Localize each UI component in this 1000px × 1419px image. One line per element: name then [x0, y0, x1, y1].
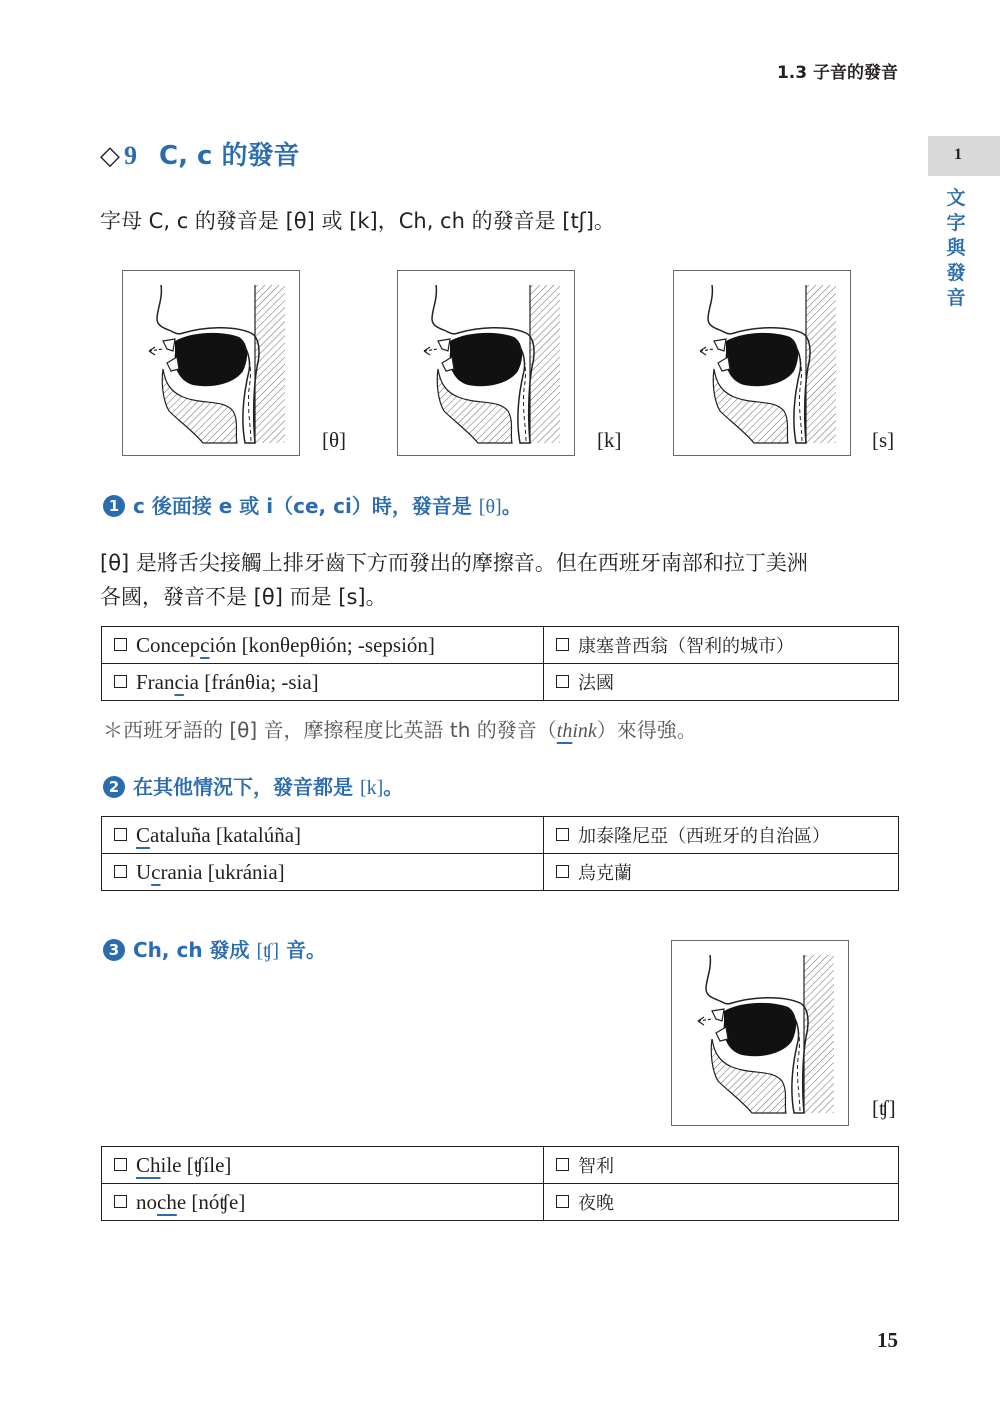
rule-2-heading [103, 771, 403, 800]
rule-2-text: 在其他情況下，發音都是 [133, 775, 360, 799]
checkbox-icon [114, 675, 127, 688]
word-part: ia [fránθia; -sia] [183, 669, 319, 694]
note [103, 714, 697, 743]
word-part: Concep [136, 632, 201, 657]
figure-label-s: [s] [872, 428, 895, 452]
translation-text: 加泰隆尼亞（西班牙的自治區） [578, 826, 830, 847]
note-text: ＊西班牙語的 [θ] 音，摩擦程度比英語 th 的發音（ [103, 718, 557, 742]
translation-text: 智利 [578, 1156, 614, 1177]
rule-3-heading [103, 934, 326, 963]
checkbox-icon [114, 828, 127, 841]
table-row [102, 664, 899, 701]
mouth-cross-section-s-icon [673, 270, 851, 456]
checkbox-icon [114, 638, 127, 651]
highlighted-letter: Ch [136, 1152, 161, 1177]
translation-text: 康塞普西翁（智利的城市） [578, 636, 794, 657]
note-end: ）來得強。 [596, 718, 697, 742]
table-row [102, 817, 899, 854]
checkbox-icon [556, 638, 569, 651]
translation-cell [544, 817, 899, 854]
checkbox-icon [114, 865, 127, 878]
rule-number-badge: 2 [103, 776, 125, 798]
table-row [102, 627, 899, 664]
word-part: e [nóʧe] [176, 1189, 246, 1214]
rule-number-badge: 3 [103, 939, 125, 961]
chapter-tab-number: 1 [954, 146, 962, 163]
rule-number-badge: 1 [103, 495, 125, 517]
figure-label-ch: [ʧ] [872, 1096, 896, 1120]
checkbox-icon [556, 865, 569, 878]
section-number: 9 [124, 141, 137, 170]
rule-1-text: c 後面接 e 或 i（ce, ci）時，發音是 [133, 494, 479, 518]
spanish-word-cell [102, 627, 544, 664]
spanish-word-cell [102, 1184, 544, 1221]
rule-1-ipa: [θ] [478, 496, 502, 518]
word-part: rania [ukránia] [160, 859, 285, 884]
checkbox-icon [556, 1195, 569, 1208]
word-part: ión [konθepθión; -sepsión] [209, 632, 435, 657]
rule-3-text: Ch, ch 發成 [133, 938, 257, 962]
page-number: 15 [877, 1328, 898, 1352]
rule-1-heading [103, 490, 522, 519]
checkbox-icon [114, 1158, 127, 1171]
table-row [102, 854, 899, 891]
translation-text: 夜晚 [578, 1193, 614, 1214]
intro-paragraph: 字母 C, c 的發音是 [θ] 或 [k]，Ch, ch 的發音是 [tʃ]。 [100, 209, 615, 233]
highlighted-letter: ch [157, 1189, 177, 1214]
rule-1-body-line-1: [θ] 是將舌尖接觸上排牙齒下方而發出的摩擦音。但在西班牙南部和拉丁美洲 [100, 551, 808, 575]
figure-label-theta: [θ] [322, 428, 347, 452]
spanish-word-cell [102, 1147, 544, 1184]
translation-text: 法國 [578, 673, 614, 694]
word-part: U [136, 859, 152, 884]
word-part: Fran [136, 669, 175, 694]
spanish-word-cell [102, 817, 544, 854]
mouth-cross-section-theta-icon [122, 270, 300, 456]
highlighted-letter: c [151, 859, 161, 884]
checkbox-icon [556, 675, 569, 688]
section-title-text: C, c 的發音 [159, 141, 300, 171]
highlighted-letter: C [136, 822, 151, 847]
running-head: 1.3 子音的發音 [776, 63, 898, 83]
rule-2-end: 。 [383, 775, 404, 799]
checkbox-icon [556, 828, 569, 841]
rule-3-end: 音。 [279, 938, 326, 962]
spanish-word-cell [102, 854, 544, 891]
translation-cell [544, 627, 899, 664]
section-title [100, 135, 299, 172]
chapter-tab-label: 文字與發音 [946, 187, 966, 309]
mouth-cross-section-k-icon [397, 270, 575, 456]
highlighted-letter: c [200, 632, 210, 657]
word-table-2 [101, 816, 899, 891]
checkbox-icon [556, 1158, 569, 1171]
rule-2-ipa: [k] [359, 777, 384, 799]
figure-label-k: [k] [597, 428, 622, 452]
highlighted-letter: c [174, 669, 184, 694]
diamond-icon: ◇ [100, 141, 120, 171]
translation-cell [544, 664, 899, 701]
translation-cell [544, 854, 899, 891]
translation-text: 烏克蘭 [578, 863, 632, 884]
translation-cell [544, 1184, 899, 1221]
word-part: ataluña [katalúña] [150, 822, 302, 847]
rule-3-ipa: [ʧ] [256, 940, 280, 962]
word-table-3 [101, 1146, 899, 1221]
spanish-word-cell [102, 664, 544, 701]
word-part: ile [ʧíle] [160, 1152, 232, 1177]
word-table-1 [101, 626, 899, 701]
note-italic: ink [572, 720, 597, 742]
table-row [102, 1147, 899, 1184]
word-part: no [136, 1189, 157, 1214]
table-row [102, 1184, 899, 1221]
rule-1-body-line-2: 各國，發音不是 [θ] 而是 [s]。 [100, 585, 387, 609]
translation-cell [544, 1147, 899, 1184]
mouth-cross-section-ch-icon [671, 940, 849, 1126]
rule-1-end: 。 [501, 494, 522, 518]
note-underlined: th [556, 720, 573, 742]
checkbox-icon [114, 1195, 127, 1208]
